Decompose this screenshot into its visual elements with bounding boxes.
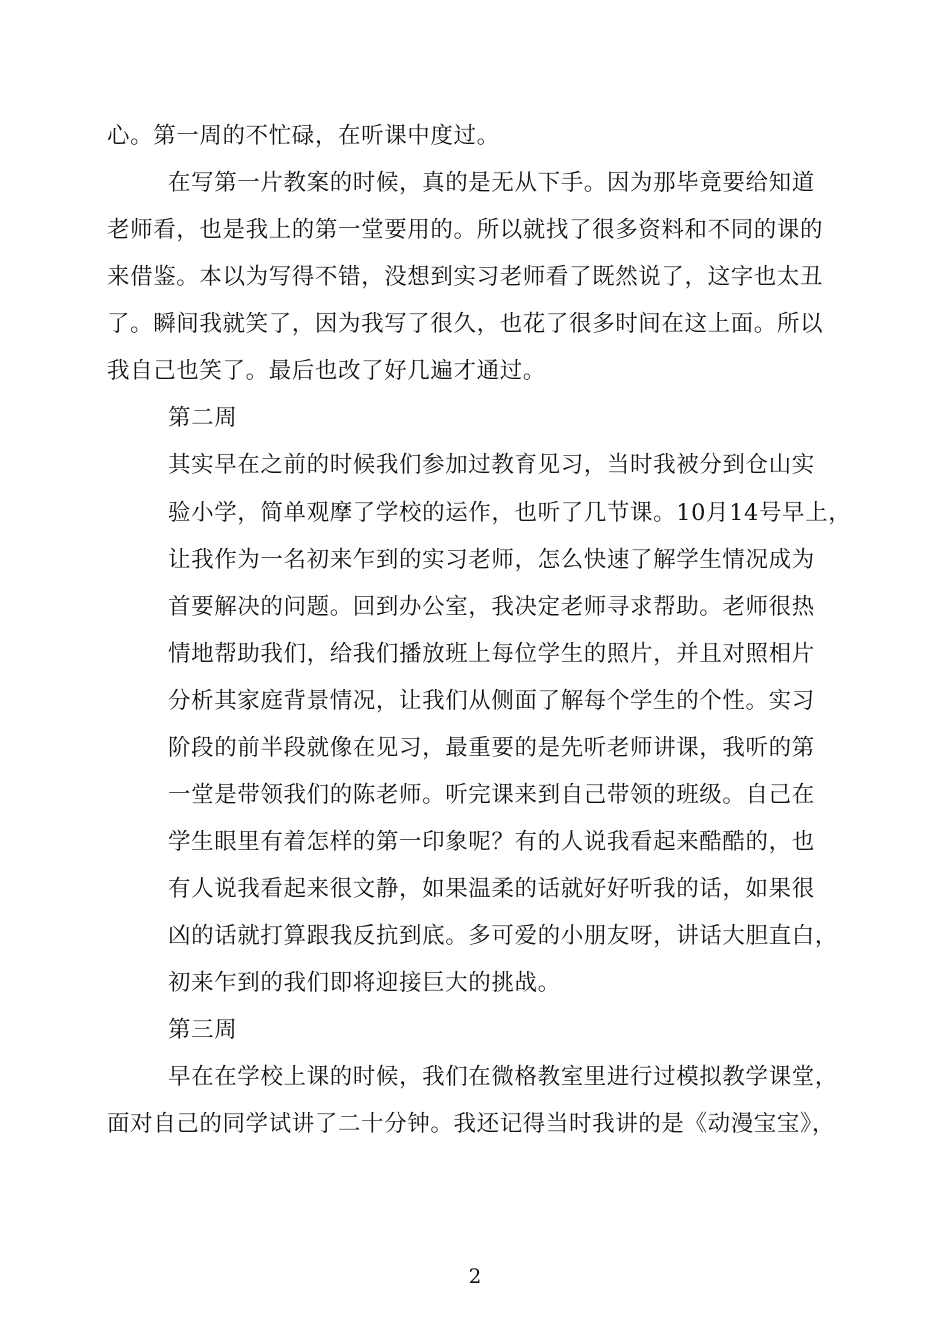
text-line-17: 有人说我看起来很文静，如果温柔的话就好好听我的话，如果很 [168, 876, 815, 902]
text-line-1: 心。第一周的不忙碌，在听课中度过。 [107, 123, 500, 149]
text-line-2: 在写第一片教案的时候，真的是无从下手。因为那毕竟要给知道 [168, 170, 815, 196]
text-line-5: 了。瞬间我就笑了，因为我写了很久，也花了很多时间在这上面。所以 [107, 311, 824, 337]
text-line-19: 初来乍到的我们即将迎接巨大的挑战。 [168, 970, 561, 996]
text-line-4: 来借鉴。本以为写得不错，没想到实习老师看了既然说了，这字也太丑 [107, 264, 824, 290]
text-line-18: 凶的话就打算跟我反抗到底。多可爱的小朋友呀，讲话大胆直白， [168, 923, 838, 949]
text-line-10: 让我作为一名初来乍到的实习老师，怎么快速了解学生情况成为 [168, 547, 815, 573]
text-line-12: 情地帮助我们，给我们播放班上每位学生的照片，并且对照相片 [168, 641, 815, 667]
section-heading-week-2: 第二周 [168, 405, 238, 431]
text-line-13: 分析其家庭背景情况，让我们从侧面了解每个学生的个性。实习 [168, 688, 815, 714]
text-line-21: 早在在学校上课的时候，我们在微格教室里进行过模拟教学课堂， [168, 1064, 838, 1090]
text-line-14: 阶段的前半段就像在见习，最重要的是先听老师讲课，我听的第 [168, 735, 815, 761]
text-line-3: 老师看，也是我上的第一堂要用的。所以就找了很多资料和不同的课的 [107, 217, 824, 243]
text-line-6: 我自己也笑了。最后也改了好几遍才通过。 [107, 358, 546, 384]
text-line-22: 面对自己的同学试讲了二十分钟。我还记得当时我讲的是《动漫宝宝》， [107, 1111, 835, 1137]
text-line-16: 学生眼里有着怎样的第一印象呢？有的人说我看起来酷酷的，也 [168, 829, 815, 855]
text-line-15: 一堂是带领我们的陈老师。听完课来到自己带领的班级。自己在 [168, 782, 815, 808]
section-heading-week-3: 第三周 [168, 1017, 238, 1043]
page-number: 2 [468, 1264, 482, 1288]
text-line-8: 其实早在之前的时候我们参加过教育见习，当时我被分到仓山实 [168, 452, 815, 478]
text-line-9: 验小学，简单观摩了学校的运作，也听了几节课。10月14号早上， [168, 500, 852, 526]
text-line-11: 首要解决的问题。回到办公室，我决定老师寻求帮助。老师很热 [168, 594, 815, 620]
